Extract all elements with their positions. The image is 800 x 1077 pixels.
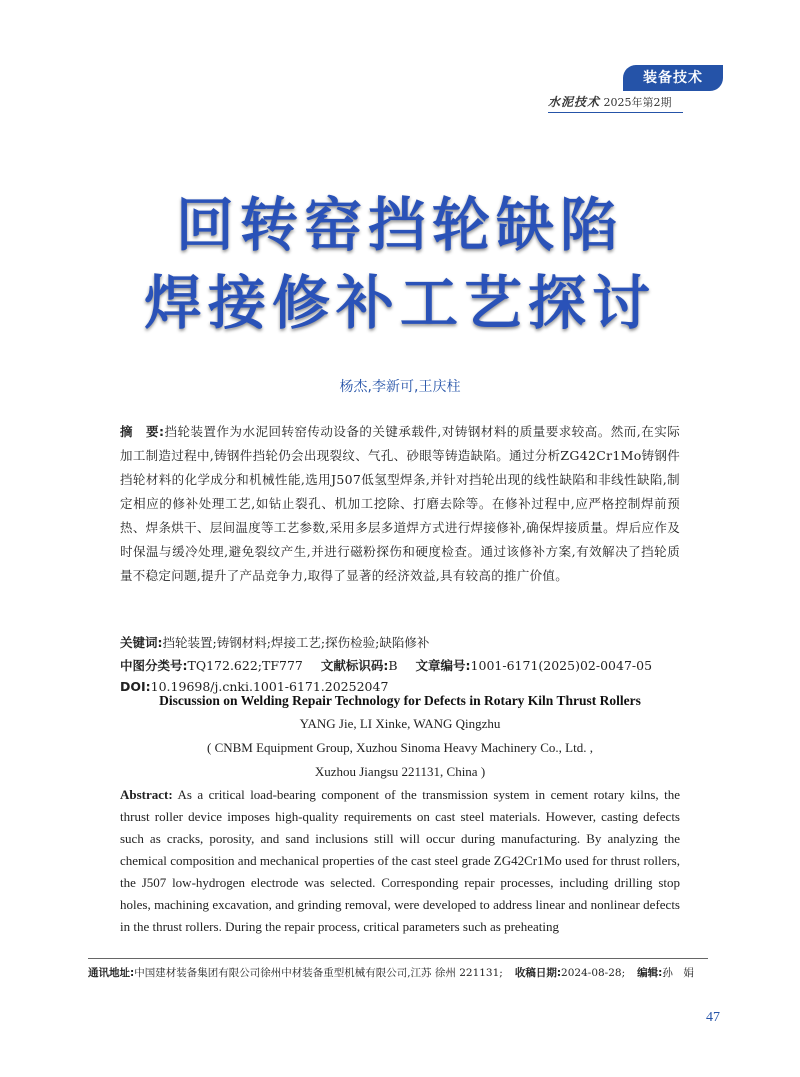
section-badge: 装备技术	[623, 65, 723, 91]
english-title: Discussion on Welding Repair Technology for Defects in Rotary Kiln Thrust Rollers	[159, 693, 641, 708]
journal-header	[548, 93, 686, 111]
doi-label: DOI:	[120, 679, 151, 694]
footer-divider	[88, 958, 708, 959]
doc-code-label: 文献标识码:	[320, 658, 389, 673]
keywords	[120, 633, 700, 651]
clc-label: 中图分类号:	[120, 658, 188, 673]
received-value: 2024-08-28;	[561, 967, 626, 979]
english-affiliation-line-2: Xuzhou Jiangsu 221131, China )	[314, 764, 486, 779]
page-number: 47	[706, 1010, 720, 1025]
address-label: 通讯地址:	[88, 967, 135, 979]
doi-line	[120, 679, 700, 694]
english-affiliation-line-1: ( CNBM Equipment Group, Xuzhou Sinoma Heavy Machinery Co., Ltd. ,	[207, 740, 593, 755]
keywords-label: 关键词:	[120, 635, 163, 650]
abstract-cn-text: 挡轮装置作为水泥回转窑传动设备的关键承载件,对铸钢材料的质量要求较高。然而,在实际加工制造过程中,铸钢件挡轮仍会出现裂纹、气孔、砂眼等铸造缺陷。通过分析ZG42Cr1Mo铸钢件挡轮材料的化学成分和机械性能,选用J507低氢型焊条,并针对挡轮出现的线性缺陷和非线性缺陷,制定相应的修补处理工艺,如钻止裂孔、机加工挖除、打磨去除等。在修补过程中,应严格控制焊前预热、焊条烘干、层间温度等工艺参数,采用多层多道焊方式进行焊接修补,确保焊接质量。焊后应作及时保温与缓冷处理,避免裂纹产生,并进行磁粉探伤和硬度检查。通过该修补方案,有效解决了挡轮质量不稳定问题,提升了产品竞争力,取得了显著的经济效益,具有较高的推广价值。	[120, 424, 681, 583]
authors: 杨杰,李新可,王庆柱	[339, 379, 461, 395]
abstract-cn-label: 摘 要:	[120, 424, 165, 439]
header-divider	[548, 112, 683, 113]
doi-value[interactable]: 10.19698/j.cnki.1001-6171.20252047	[150, 679, 389, 694]
article-no-label: 文章编号:	[415, 658, 471, 673]
article-no-value: 1001-6171(2025)02-0047-05	[470, 658, 653, 673]
doc-code-value: B	[388, 658, 398, 673]
abstract-cn	[120, 420, 680, 588]
article-title-line-1: 回转窑挡轮缺陷	[175, 191, 624, 259]
footer-note	[88, 965, 728, 980]
abstract-en-label: Abstract:	[120, 787, 173, 802]
abstract-en-text: As a critical load-bearing component of the transmission system in cement rotary kilns, the thrust roller device imposes high-quality requirements on cast steel materials. However, casting defects such as cracks, porosity, and sand inclusions still will occur during manufacturing. By analyzing the chemical composition and mechanical properties of the cast steel grade ZG42Cr1Mo used for thrust rollers, the J507 low-hydrogen electrode was selected. Corresponding repair processes, including drilling stop holes, machining excavation, and grinding removal, were developed to address linear and nonlinear defects in the thrust rollers. During the repair process, critical parameters such as preheating	[120, 787, 680, 934]
keywords-text: 挡轮装置;铸钢材料;焊接工艺;探伤检验;缺陷修补	[162, 635, 430, 650]
received-label: 收稿日期:	[514, 967, 562, 979]
english-authors: YANG Jie, LI Xinke, WANG Qingzhu	[299, 716, 501, 731]
article-title-line-2: 焊接修补工艺探讨	[143, 269, 656, 337]
address-value: 中国建材装备集团有限公司徐州中材装备重型机械有限公司,江苏 徐州 221131;	[134, 967, 503, 979]
editor-label: 编辑:	[637, 967, 663, 979]
clc-value: TQ172.622;TF777	[187, 658, 303, 673]
classification-line	[120, 656, 700, 674]
journal-name: 水泥技术	[548, 95, 601, 109]
abstract-en	[120, 784, 680, 938]
editor-value: 孙 娟	[662, 967, 694, 979]
journal-issue: 2025年第2期	[603, 96, 672, 109]
